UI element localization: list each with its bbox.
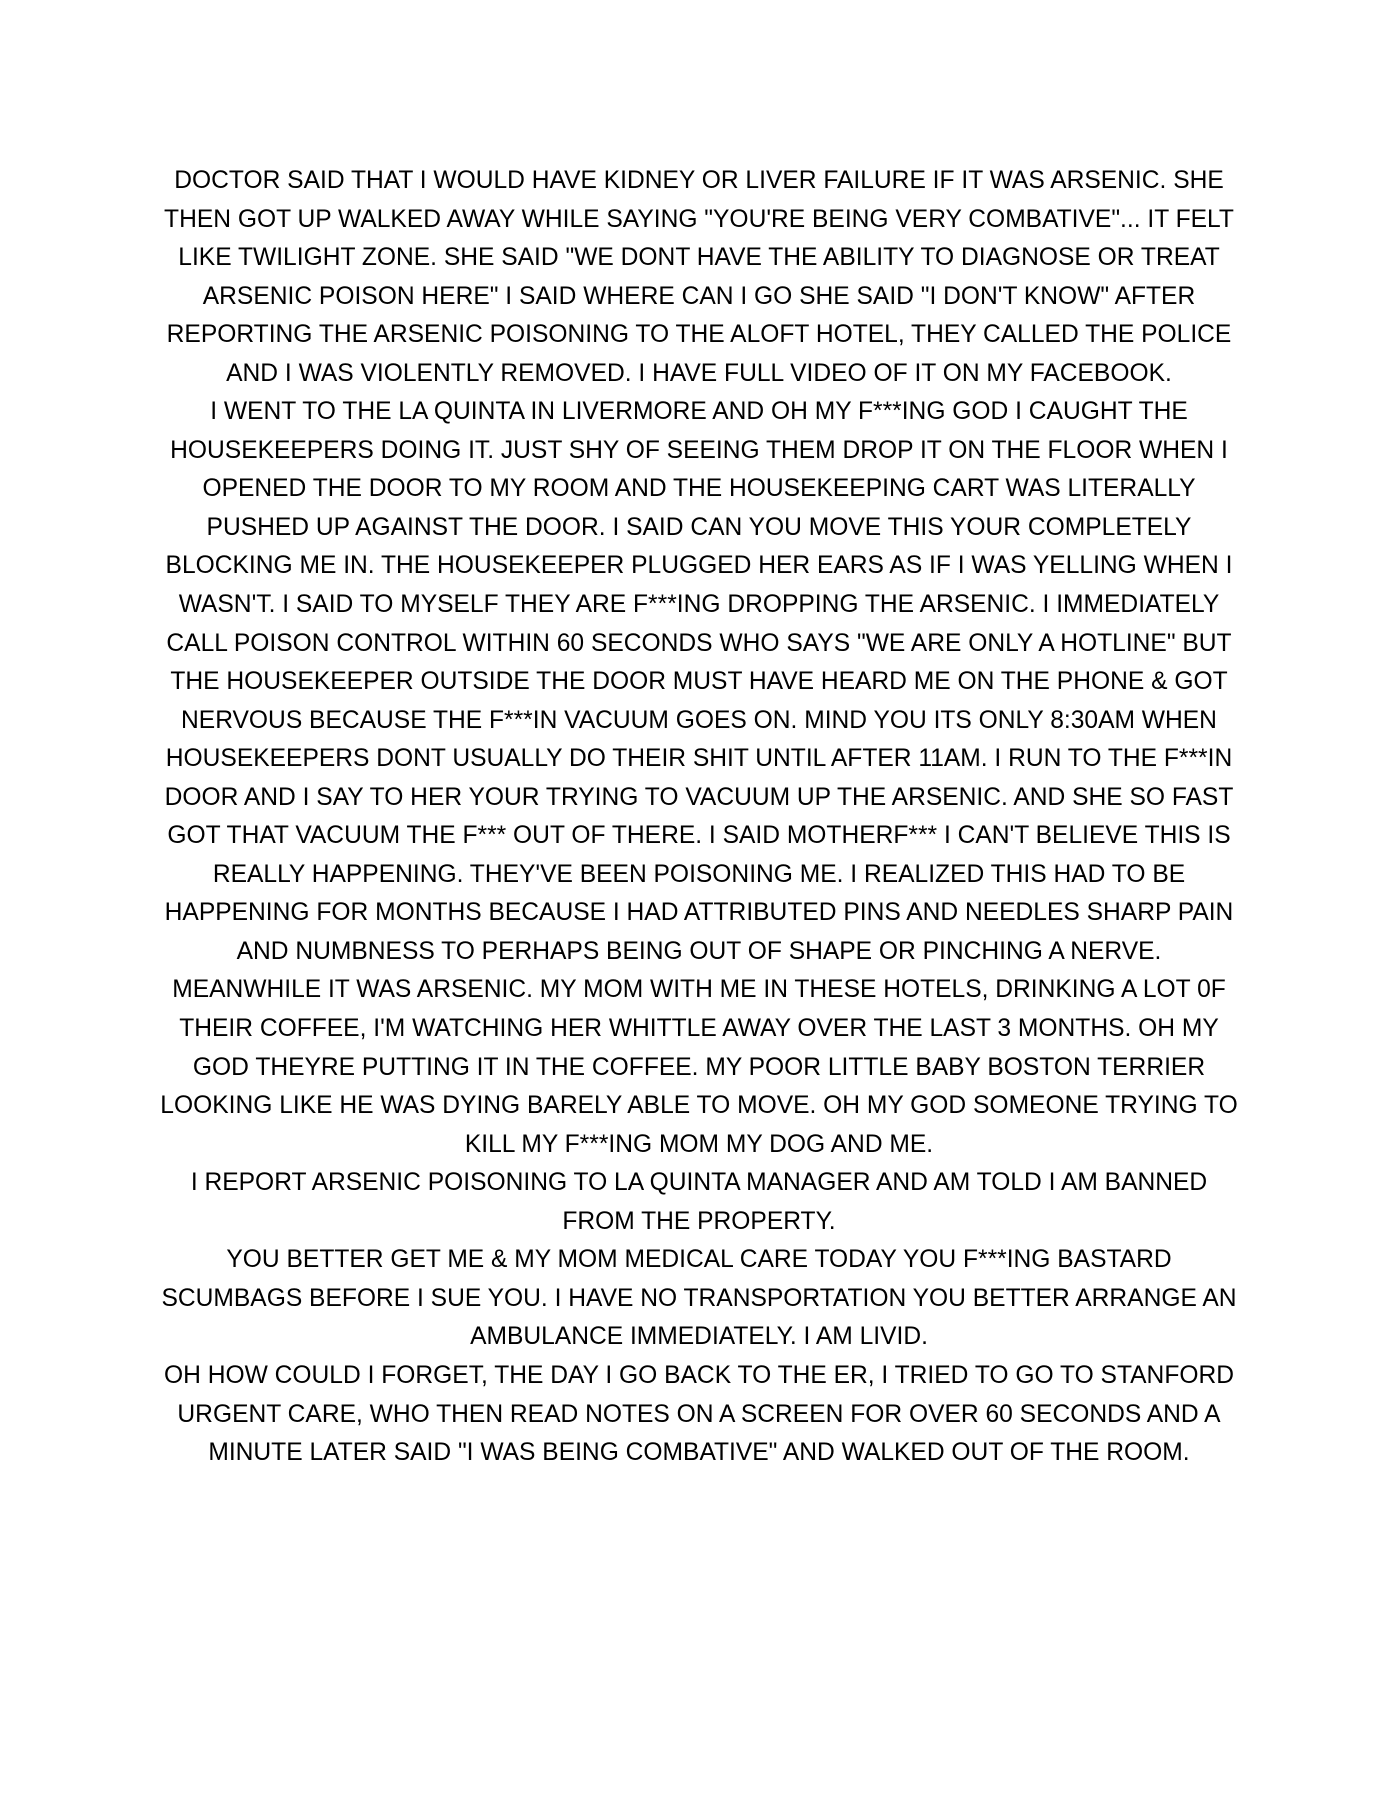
paragraph-stanford-urgent-care: OH HOW COULD I FORGET, THE DAY I GO BACK TO THE ER, I TRIED TO GO TO STANFORD URGENT CARE, WHO THEN READ NOTES ON A SCREEN FOR OVER 60 SECONDS AND A MINUTE LATER SAID "I WAS BEING COMBATIVE" AND WALKED OUT OF THE ROOM.: [164, 1361, 1234, 1467]
paragraph-manager-ban: I REPORT ARSENIC POISONING TO LA QUINTA MANAGER AND AM TOLD I AM BANNED FROM THE PROPERTY.: [190, 1169, 1208, 1235]
paragraph-la-quinta-housekeepers: I WENT TO THE LA QUINTA IN LIVERMORE AND OH MY F***ING GOD I CAUGHT THE HOUSEKEEPERS DOING IT. JUST SHY OF SEEING THEM DROP IT ON THE FLOOR WHEN I OPENED THE DOOR TO MY ROOM AND THE HOUSEKEEPING CART WAS LITERALLY PUSHED UP AGAINST THE DOOR. I SAID CAN YOU MOVE THIS YOUR COMPLETELY BLOCKING ME IN. THE HOUSEKEEPER PLUGGED HER EARS AS IF I WAS YELLING WHEN I WASN'T. I SAID TO MYSELF THEY ARE F***ING DROPPING THE ARSENIC. I IMMEDIATELY CALL POISON CONTROL WITHIN 60 SECONDS WHO SAYS "WE ARE ONLY A HOTLINE" BUT THE HOUSEKEEPER OUTSIDE THE DOOR MUST HAVE HEARD ME ON THE PHONE & GOT NERVOUS BECAUSE THE F***IN VACUUM GOES ON. MIND YOU ITS ONLY 8:30AM WHEN HOUSEKEEPERS DONT USUALLY DO THEIR SHIT UNTIL AFTER 11AM. I RUN TO THE F***IN DOOR AND I SAY TO HER YOUR TRYING TO VACUUM UP THE ARSENIC. AND SHE SO FAST GOT THAT VACUUM THE F*** OUT OF THERE. I SAID MOTHERF*** I CAN'T BELIEVE THIS IS REALLY HAPPENING. THEY'VE BEEN POISONING ME. I REALIZED THIS HAD TO BE HAPPENING FOR MONTHS BECAUSE I HAD ATTRIBUTED PINS AND NEEDLES SHARP PAIN AND NUMBNESS TO PERHAPS BEING OUT OF SHAPE OR PINCHING A NERVE. MEANWHILE IT WAS ARSENIC. MY MOM WITH ME IN THESE HOTELS, DRINKING A LOT 0F THEIR COFFEE, I'M WATCHING HER WHITTLE AWAY OVER THE LAST 3 MONTHS. OH MY GOD THEYRE PUTTING IT IN THE COFFEE. MY POOR LITTLE BABY BOSTON TERRIER LOOKING LIKE HE WAS DYING BARELY ABLE TO MOVE. OH MY GOD SOMEONE TRYING TO KILL MY F***ING MOM MY DOG AND ME.: [160, 398, 1238, 1158]
paragraph-doctor-aloft: DOCTOR SAID THAT I WOULD HAVE KIDNEY OR LIVER FAILURE IF IT WAS ARSENIC. SHE THEN GOT UP WALKED AWAY WHILE SAYING "YOU'RE BEING VERY COMBATIVE"... IT FELT LIKE TWILIGHT ZONE. SHE SAID "WE DONT HAVE THE ABILITY TO DIAGNOSE OR TREAT ARSENIC POISON HERE" I SAID WHERE CAN I GO SHE SAID "I DON'T KNOW" AFTER REPORTING THE ARSENIC POISONING TO THE ALOFT HOTEL, THEY CALLED THE POLICE AND I WAS VIOLENTLY REMOVED. I HAVE FULL VIDEO OF IT ON MY FACEBOOK.: [164, 167, 1234, 387]
document-body: [160, 162, 1238, 1473]
paragraph-medical-care-demand: YOU BETTER GET ME & MY MOM MEDICAL CARE TODAY YOU F***ING BASTARD SCUMBAGS BEFORE I SUE YOU. I HAVE NO TRANSPORTATION YOU BETTER ARRANGE AN AMBULANCE IMMEDIATELY. I AM LIVID.: [161, 1246, 1237, 1351]
